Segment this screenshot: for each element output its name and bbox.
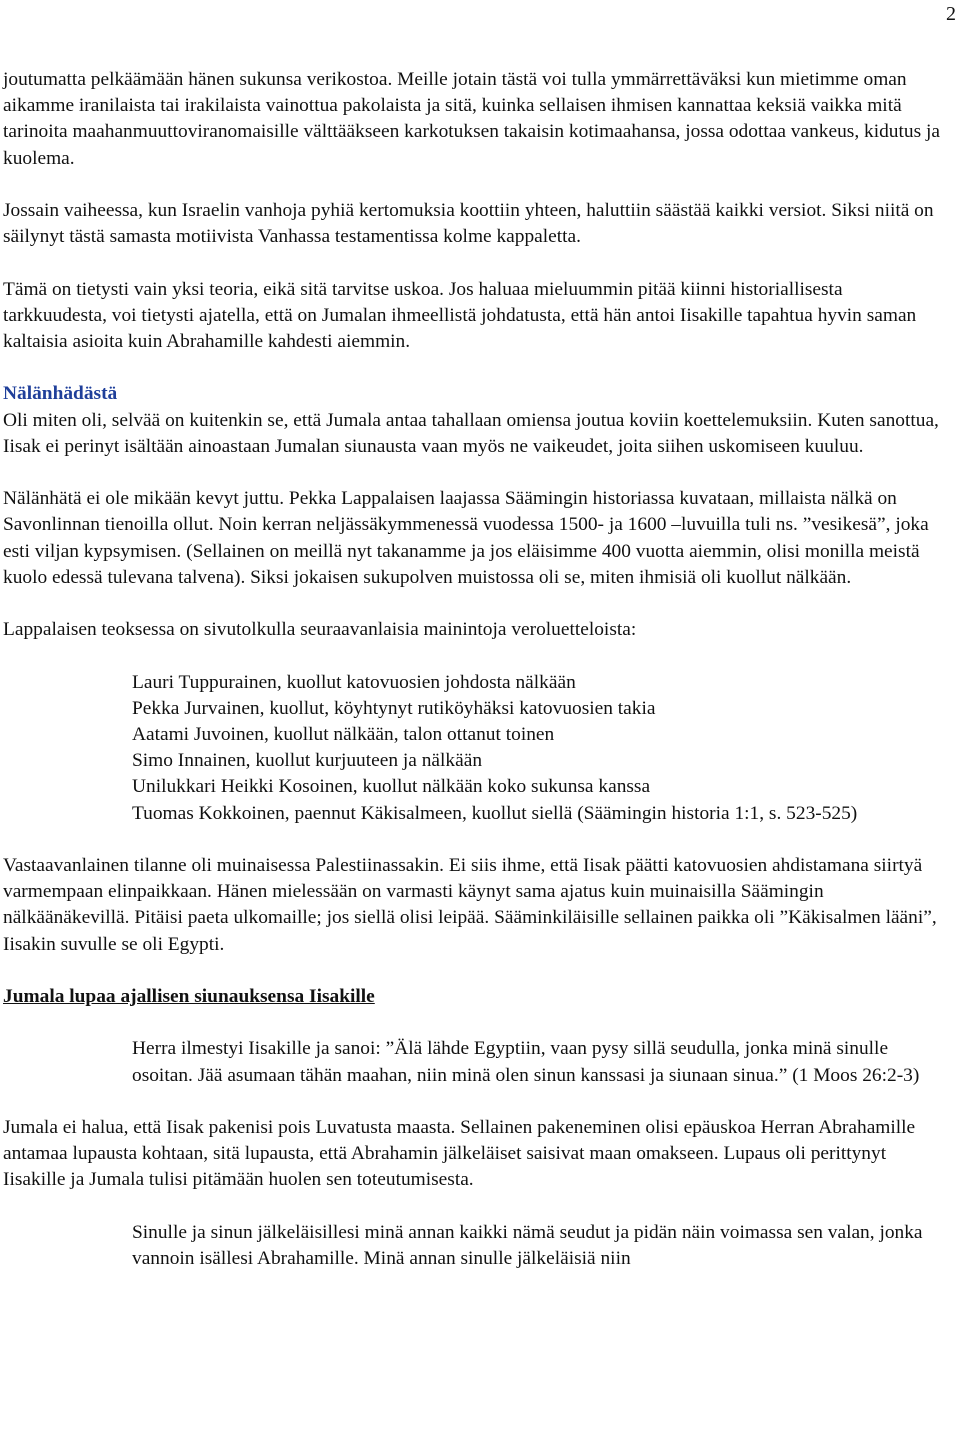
page-number: 2 [946,3,956,25]
section-heading-famine: Nälänhädästä [3,383,118,405]
paragraph-2: Jossain vaiheessa, kun Israelin vanhoja pyhiä kertomuksia koottiin yhteen, haluttiin säästää kaikki versiot. Siksi niitä on säilynyt tästä samasta motiivista Vanhassa testamentissa kolme kappaletta. [3,200,934,248]
paragraph-5: Nälänhätä ei ole mikään kevyt juttu. Pekka Lappalaisen laajassa Säämingin historiassa kuvataan, millaista nälkä on Savonlinnan tienoilla ollut. Noin kerran neljässäkymmenessä vuodessa 1500- ja 1600 –luvuilla tuli ns. ”vesikesä”, joka esti viljan kypsymisen. (Sellainen on meillä nyt takanamme ja jos eläisimme 400 vuotta aiemmin, olisi monilla meistä kuolo edessä tulevana talvena). Siksi jokaisen sukupolven muistossa oli se, miten ihmisiä oli kuollut nälkään. [3,488,929,588]
quote-1: Herra ilmestyi Iisakille ja sanoi: ”Älä lähde Egyptiin, vaan pysy sillä seudulla, jonka minä sinulle osoitan. Jää asumaan tähän maahan, niin minä olen sinun kanssasi ja siunaan sinua.” (1 Moos 26:2-3) [132,1038,920,1086]
list-item: Unilukkari Heikki Kosoinen, kuollut nälkään koko sukunsa kanssa [132,776,651,798]
quote-2: Sinulle ja sinun jälkeläisillesi minä annan kaikki nämä seudut ja pidän näin voimassa sen valan, jonka vannoin isällesi Abrahamille. Minä annan sinulle jälkeläisiä niin [132,1221,923,1269]
section-heading-blessing: Jumala lupaa ajallisen siunauksensa Iisakille [3,985,375,1007]
list-item: Pekka Jurvainen, kuollut, köyhtynyt rutiköyhäksi katovuosien takia [132,697,656,719]
paragraph-6: Lappalaisen teoksessa on sivutolkulla seuraavanlaisia mainintoja veroluetteloista: [3,619,637,641]
paragraph-7: Vastaavanlainen tilanne oli muinaisessa Palestiinassakin. Ei siis ihme, että Iisak päätti katovuosien ahdistamana siirtyä varmempaan elinpaikkaan. Hänen mielessään on varmasti käynyt sama ajatus kuin muinaisilla Säämingin nälkäänäkevillä. Pitäisi paeta ulkomaille; jos siellä olisi leipää. Sääminkiläisille sellainen paikka oli ”Käkisalmen lääni”, Iisakin suvulle se oli Egypti. [3,854,937,955]
list-item: Aatami Juvoinen, kuollut nälkään, talon ottanut toinen [132,723,555,745]
paragraph-1: joutumatta pelkäämään hänen sukunsa verikostoa. Meille jotain tästä voi tulla ymmärrettäväksi kun mietimme oman aikamme iranilaista tai irakilaista vainottua pakolaista ja sitä, kuinka sellaisen ihmisen kannattaa keksiä vaikka mitä tarinoita maahanmuuttoviranomaisille välttääkseen karkotuksen takaisin kotimaahansa, jossa odottaa vankeus, kidutus ja kuolema. [3,69,940,169]
paragraph-4: Oli miten oli, selvää on kuitenkin se, että Jumala antaa tahallaan omiensa joutua koviin koettelemuksiin. Kuten sanottua, Iisak ei perinyt isältään ainoastaan Jumalan siunausta vaan myös ne vaikeudet, joita siihen uskomiseen kuuluu. [3,409,939,457]
list-item: Lauri Tuppurainen, kuollut katovuosien johdosta nälkään [132,671,576,693]
list-item: Tuomas Kokkoinen, paennut Käkisalmeen, kuollut siellä (Säämingin historia 1:1, s. 523-525) [132,802,858,824]
tax-record-list [132,670,947,827]
document-body [3,67,947,1298]
paragraph-8: Jumala ei halua, että Iisak pakenisi pois Luvatusta maasta. Sellainen pakeneminen olisi epäuskoa Herran Abrahamille antamaa lupausta kohtaan, sitä lupausta, että Abrahamin jälkeläiset saisivat maan omakseen. Lupaus oli perittynyt Iisakille ja Jumala tulisi pitämään huolen sen toteutumisesta. [3,1116,916,1191]
list-item: Simo Innainen, kuollut kurjuuteen ja nälkään [132,750,483,772]
paragraph-3: Tämä on tietysti vain yksi teoria, eikä sitä tarvitse uskoa. Jos haluaa mieluummin pitää kiinni historiallisesta tarkkuudesta, voi tietysti ajatella, että on Jumalan ihmeellistä johdatusta, että hän antoi Iisakille tapahtua hyvin saman kaltaisia asioita kuin Abrahamille kahdesti aiemmin. [3,278,917,352]
